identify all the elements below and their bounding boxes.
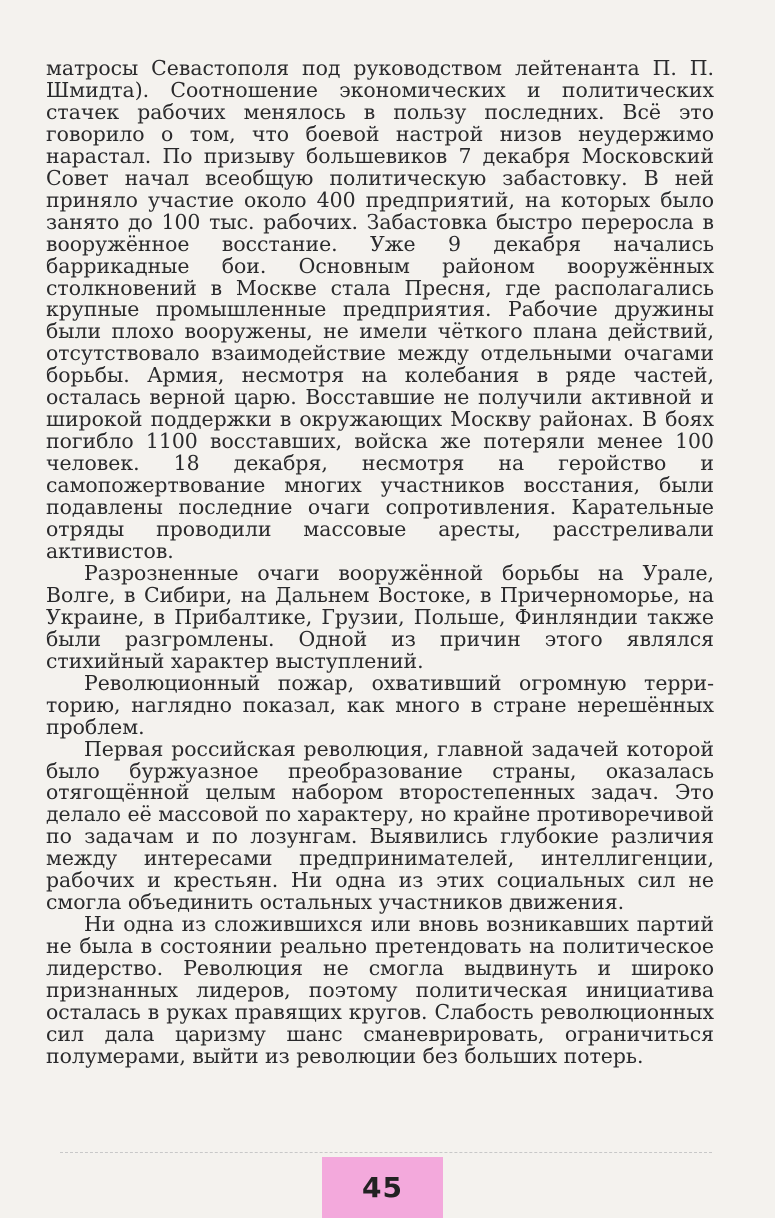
- page-number: 45: [362, 1171, 403, 1204]
- paragraph-1: матросы Севастополя под руководством лейтенанта П. П. Шмидта). Соотношение экономических и политических стачек рабочих менялось в пользу последних. Всё это говорило о том, что боевой настрой низов неудержимо нарастал. По призыву большевиков 7 декабря Московский Совет начал всеобщую политическую забастовку. В ней приняло участие около 400 предприятий, на которых было занято до 100 тыс. рабочих. Забастовка быстро переросла в вооружённое восстание. Уже 9 декабря начались баррикадные бои. Основным районом вооружённых столкновений в Москве стала Пресня, где располагались крупные промышленные предприятия. Рабочие дружины были плохо вооружены, не имели чёткого плана действий, отсутствовало взаимодействие между отдельными очагами борьбы. Армия, несмотря на колебания в ряде частей, осталась верной царю. Восставшие не получили активной и широкой поддержки в окружающих Москву районах. В боях погибло 1100 восставших, войска же потеряли менее 100 человек. 18 декабря, несмотря на геройство и самопожертвование многих участников восстания, были подавлены последние очаги сопротивления. Карательные отряды проводили массовые аресты, расстреливали активистов.: [46, 56, 714, 563]
- page-body: [46, 58, 714, 1068]
- footer-divider: [60, 1152, 712, 1153]
- paragraph-4: Первая российская революция, главной задачей которой было буржуазное преобразование страны, оказалась отягощённой целым набором второстепенных задач. Это делало её массовой по характеру, но крайне противоречивой по задачам и по лозунгам. Выявились глубокие различия между интересами предпринимателей, интеллигенции, рабочих и крестьян. Ни одна из этих социальных сил не смогла объединить остальных участников движения.: [46, 736, 714, 915]
- paragraph-3: Революционный пожар, охвативший огромную территорию, наглядно показал, как много в стране нерешённых проблем.: [46, 670, 714, 739]
- page-number-tab: [322, 1157, 443, 1218]
- paragraph-2: Разрозненные очаги вооружённой борьбы на Урале, Волге, в Сибири, на Дальнем Востоке, в Причерноморье, на Украине, в Прибалтике, Грузии, Польше, Финляндии также были разгромлены. Одной из причин этого являлся стихийный характер выступлений.: [46, 560, 714, 673]
- paragraph-5: Ни одна из сложившихся или вновь возникавших партий не была в состоянии реально претендовать на политическое лидерство. Революция не смогла выдвинуть и широко признанных лидеров, поэтому политическая инициатива осталась в руках правящих кругов. Слабость революционных сил дала царизму шанс сманеврировать, ограничиться полумерами, выйти из революции без больших потерь.: [46, 912, 714, 1068]
